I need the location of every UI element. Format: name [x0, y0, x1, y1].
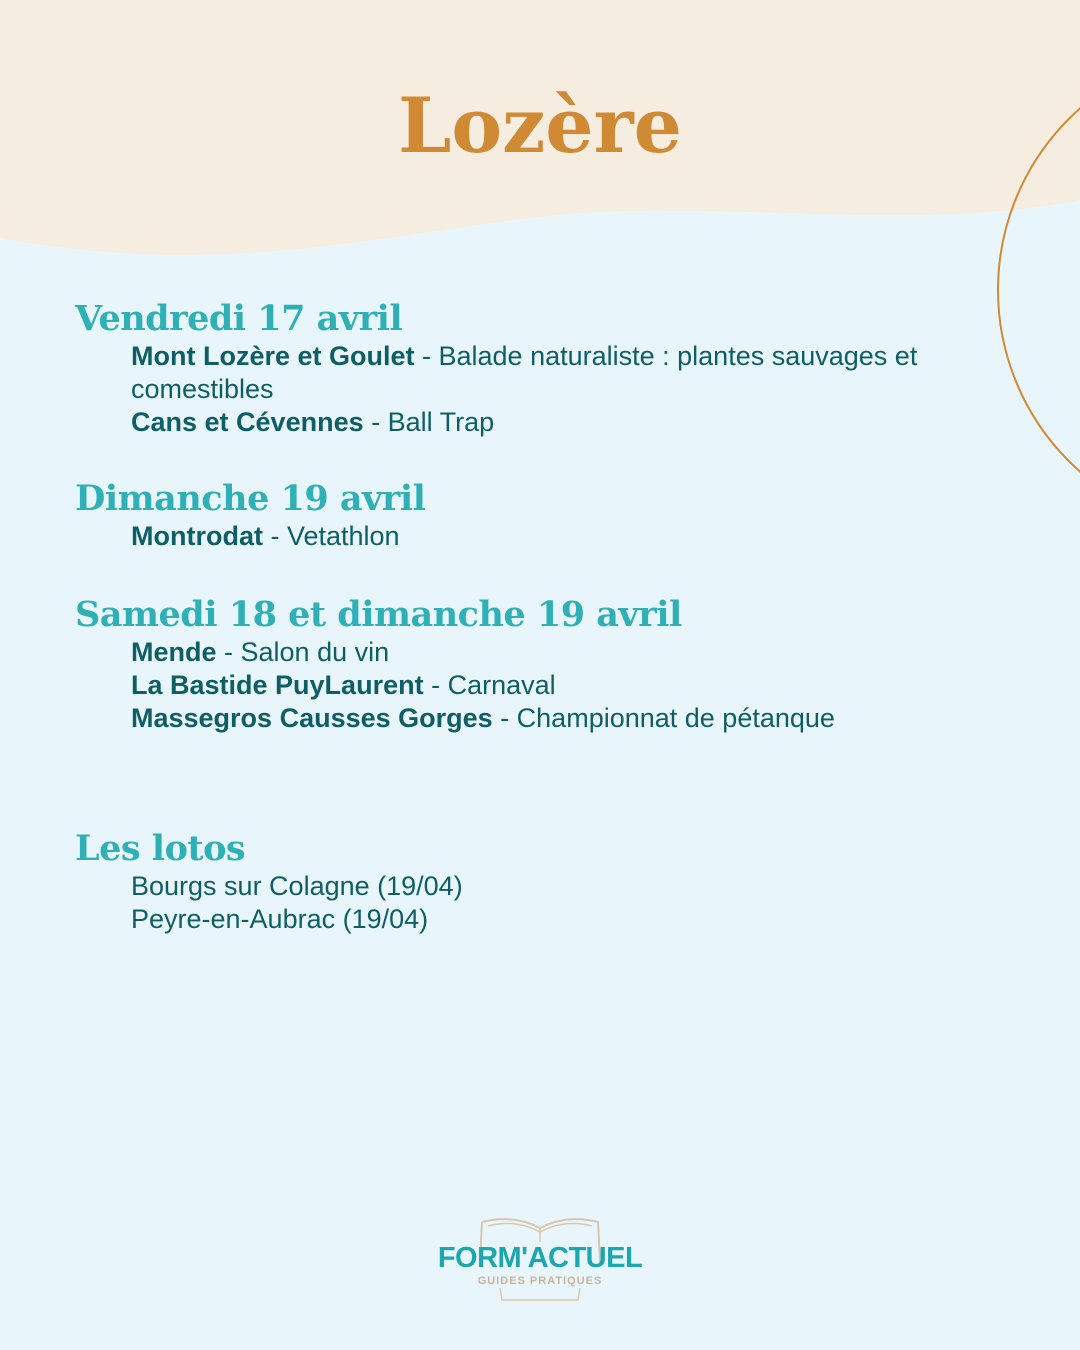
section-friday [75, 298, 995, 439]
section-sunday [75, 478, 995, 553]
section-heading: Samedi 18 et dimanche 19 avril [75, 594, 682, 635]
event-separator: - [492, 703, 517, 733]
event-separator: - [423, 670, 448, 700]
event-description: Carnaval [447, 670, 556, 700]
event-item [131, 520, 995, 553]
event-item [131, 406, 995, 439]
loto-list [75, 870, 995, 936]
section-heading: Dimanche 19 avril [75, 478, 426, 519]
logo-tagline: GUIDES PRATIQUES [477, 1275, 603, 1287]
section-heading: Les lotos [75, 828, 246, 869]
logo-wordmark: FORM'ACTUEL [437, 1242, 643, 1274]
event-item [131, 702, 995, 735]
event-item [131, 669, 995, 702]
event-description: Championnat de pétanque [516, 703, 835, 733]
loto-description: Bourgs sur Colagne (19/04) [131, 871, 463, 901]
event-item [131, 340, 995, 406]
section-lotos [75, 828, 995, 936]
event-description: Salon du vin [240, 637, 390, 667]
event-item [131, 636, 995, 669]
event-place: Mont Lozère et Goulet [131, 341, 415, 371]
event-separator: - [363, 407, 388, 437]
event-separator: - [262, 521, 287, 551]
section-weekend [75, 594, 995, 735]
section-heading: Vendredi 17 avril [75, 298, 403, 339]
event-separator: - [414, 341, 439, 371]
formactuel-logo [430, 1212, 650, 1304]
event-description: Balade naturaliste : plantes sauvages et comestibles [131, 341, 918, 404]
event-place: Cans et Cévennes [131, 407, 364, 437]
event-description: Ball Trap [387, 407, 495, 437]
page-title: Lozère [397, 81, 683, 170]
event-separator: - [216, 637, 241, 667]
event-place: Montrodat [131, 521, 263, 551]
event-list [75, 636, 995, 735]
loto-description: Peyre-en-Aubrac (19/04) [131, 904, 429, 934]
loto-item [131, 903, 995, 936]
event-place: La Bastide PuyLaurent [131, 670, 424, 700]
event-place: Mende [131, 637, 217, 667]
event-place: Massegros Causses Gorges [131, 703, 493, 733]
event-list [75, 340, 995, 439]
event-description: Vetathlon [286, 521, 400, 551]
loto-item [131, 870, 995, 903]
event-list [75, 520, 995, 553]
